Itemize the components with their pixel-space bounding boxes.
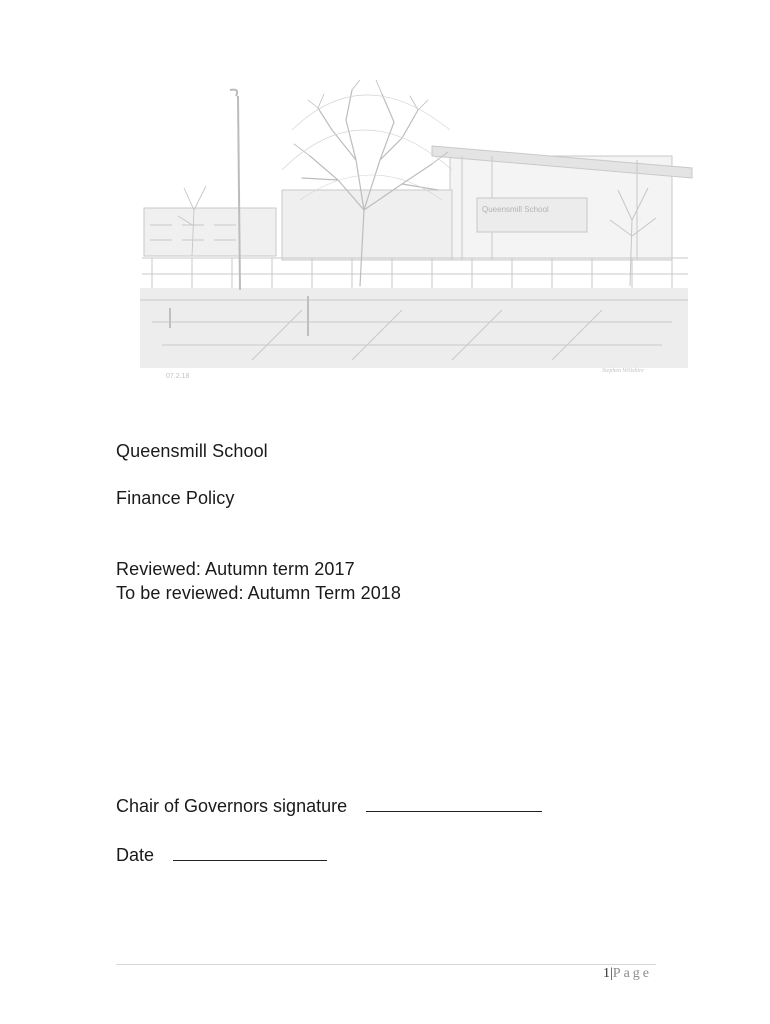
page-label: Page (612, 966, 652, 981)
date-blank[interactable] (173, 844, 327, 861)
school-sign-text: Queensmill School (482, 205, 549, 214)
school-building-sketch (132, 60, 694, 380)
chair-signature-line (116, 795, 542, 817)
footer-divider (116, 964, 656, 965)
reviewed-date: Reviewed: Autumn term 2017 (116, 559, 355, 579)
page-number: 1 (602, 966, 610, 981)
artist-signature: Stephen Wiltshire (602, 368, 644, 374)
sketch-date-mark: 07.2.18 (166, 373, 190, 380)
page-footer (603, 966, 652, 982)
footer-separator: | (609, 966, 613, 981)
date-label: Date (116, 845, 155, 865)
next-review-date: To be reviewed: Autumn Term 2018 (116, 583, 402, 603)
date-line (116, 844, 327, 866)
school-name: Queensmill School (116, 441, 268, 461)
chair-signature-blank[interactable] (366, 795, 542, 812)
policy-title: Finance Policy (116, 488, 235, 508)
chair-signature-label: Chair of Governors signature (116, 796, 348, 816)
